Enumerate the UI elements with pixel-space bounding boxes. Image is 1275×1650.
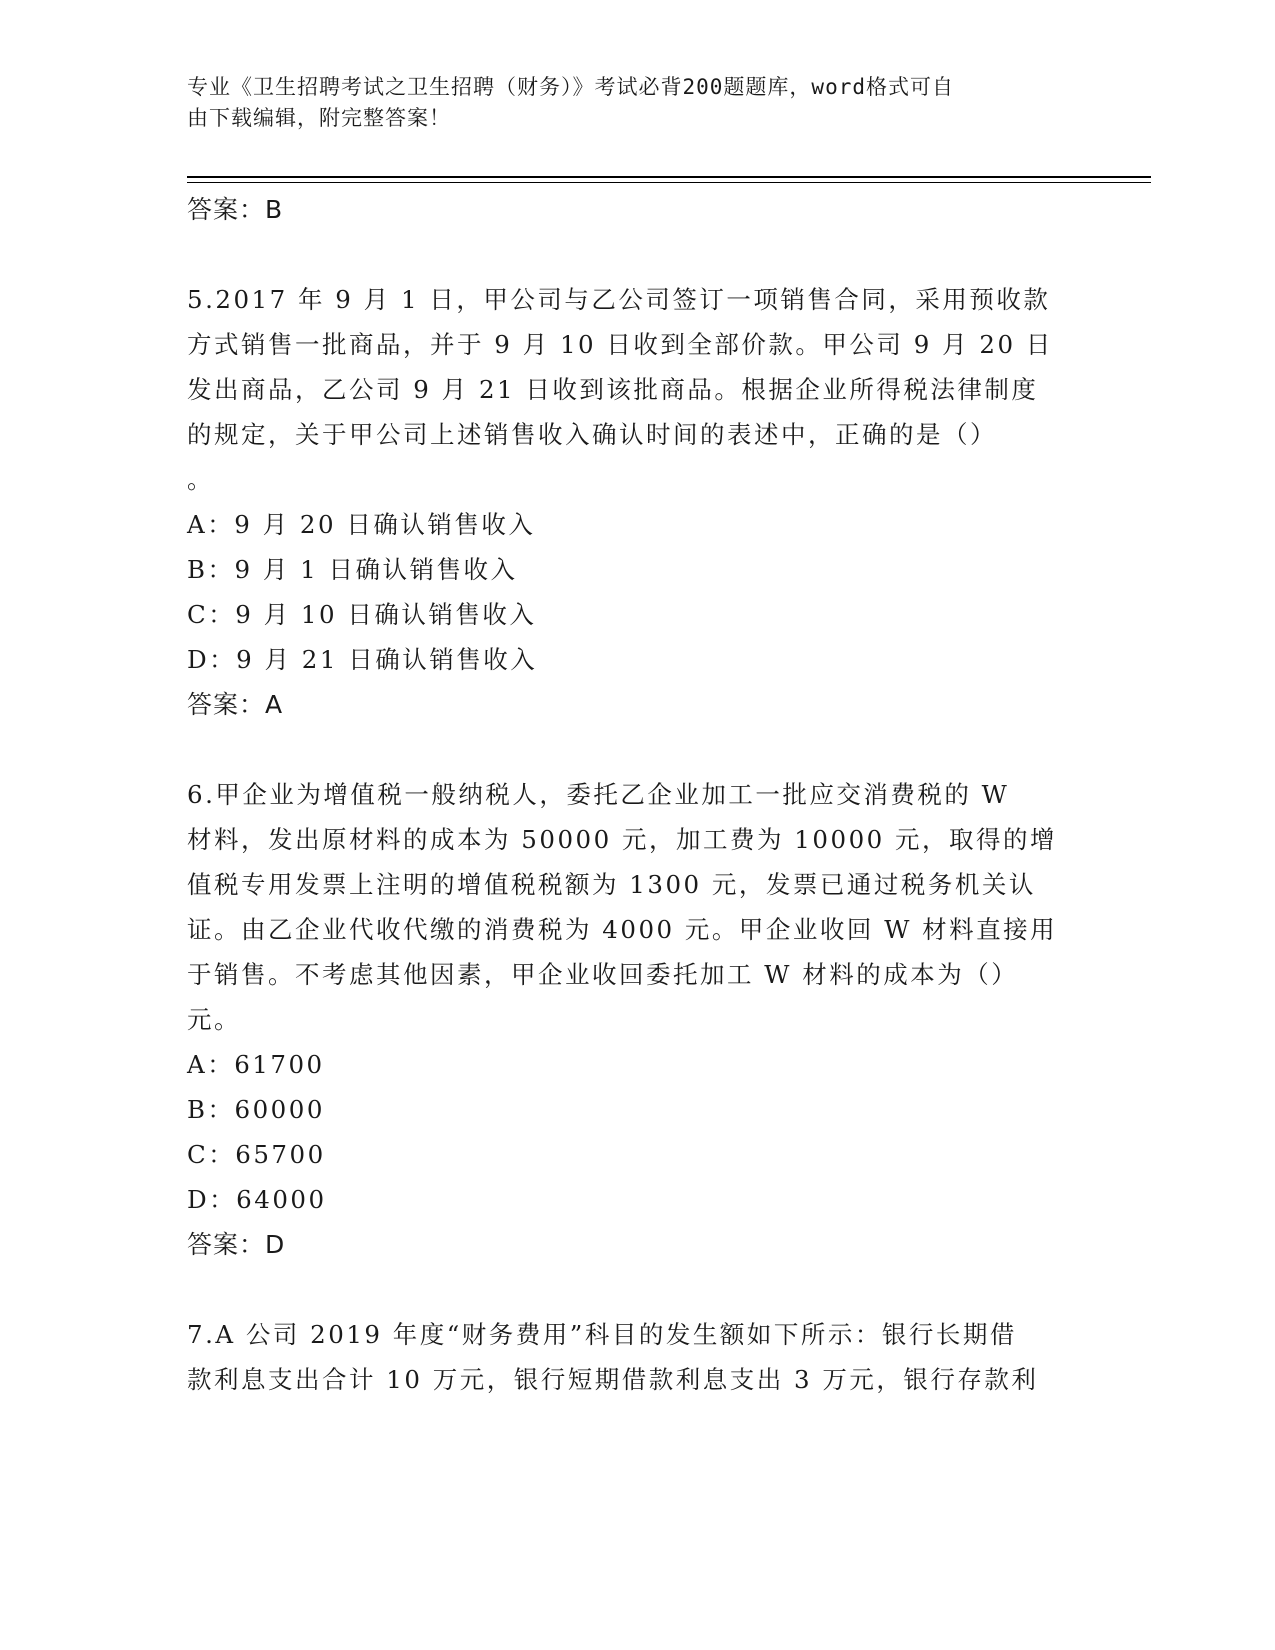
spacer bbox=[187, 1268, 1067, 1312]
question-7-line: 7.A 公司 2019 年度“财务费用”科目的发生额如下所示：银行长期借 bbox=[187, 1320, 1017, 1349]
question-5-line: 5.2017 年 9 月 1 日，甲公司与乙公司签订一项销售合同，采用预收款 bbox=[187, 285, 1051, 314]
document-header bbox=[187, 72, 1067, 134]
spacer bbox=[187, 728, 1067, 772]
question-7 bbox=[187, 1312, 1067, 1402]
question-5 bbox=[187, 277, 1067, 728]
question-6-line: 证。由乙企业代收代缴的消费税为 4000 元。甲企业收回 W 材料直接用 bbox=[187, 915, 1058, 944]
question-5-option-a: A：9 月 20 日确认销售收入 bbox=[187, 510, 536, 539]
question-6-line: 值税专用发票上注明的增值税税额为 1300 元，发票已通过税务机关认 bbox=[187, 870, 1036, 899]
document-body bbox=[187, 187, 1067, 1402]
question-6-option-c: C：65700 bbox=[187, 1140, 326, 1169]
question-5-option-b: B：9 月 1 日确认销售收入 bbox=[187, 555, 518, 584]
question-6-line: 于销售。不考虑其他因素，甲企业收回委托加工 W 材料的成本为（） bbox=[187, 960, 1019, 989]
question-6-option-d: D：64000 bbox=[187, 1185, 327, 1214]
question-6-line: 6.甲企业为增值税一般纳税人，委托乙企业加工一批应交消费税的 W bbox=[187, 780, 1010, 809]
answer-q4: 答案：B bbox=[187, 195, 284, 224]
spacer bbox=[187, 233, 1067, 277]
question-5-option-c: C：9 月 10 日确认销售收入 bbox=[187, 600, 537, 629]
answer-q6: 答案：D bbox=[187, 1230, 286, 1259]
question-5-line: 。 bbox=[187, 465, 214, 494]
question-6-option-a: A：61700 bbox=[187, 1050, 325, 1079]
question-7-line: 款利息支出合计 10 万元，银行短期借款利息支出 3 万元，银行存款利 bbox=[187, 1365, 1039, 1394]
question-5-line: 发出商品，乙公司 9 月 21 日收到该批商品。根据企业所得税法律制度 bbox=[187, 375, 1039, 404]
header-rule-thin bbox=[187, 182, 1151, 183]
question-6 bbox=[187, 772, 1067, 1268]
header-line-2: 由下载编辑，附完整答案！ bbox=[187, 106, 451, 130]
question-5-line: 方式销售一批商品，并于 9 月 10 日收到全部价款。甲公司 9 月 20 日 bbox=[187, 330, 1053, 359]
question-6-line: 材料，发出原材料的成本为 50000 元，加工费为 10000 元，取得的增 bbox=[187, 825, 1058, 854]
header-line-1: 专业《卫生招聘考试之卫生招聘（财务）》考试必背200题题库，word格式可自 bbox=[187, 75, 954, 99]
question-5-line: 的规定，关于甲公司上述销售收入确认时间的表述中，正确的是（） bbox=[187, 420, 997, 449]
header-rule-thick bbox=[187, 176, 1151, 178]
question-6-line: 元。 bbox=[187, 1005, 241, 1034]
answer-q5: 答案：A bbox=[187, 690, 284, 719]
question-6-option-b: B：60000 bbox=[187, 1095, 325, 1124]
question-5-option-d: D：9 月 21 日确认销售收入 bbox=[187, 645, 538, 674]
